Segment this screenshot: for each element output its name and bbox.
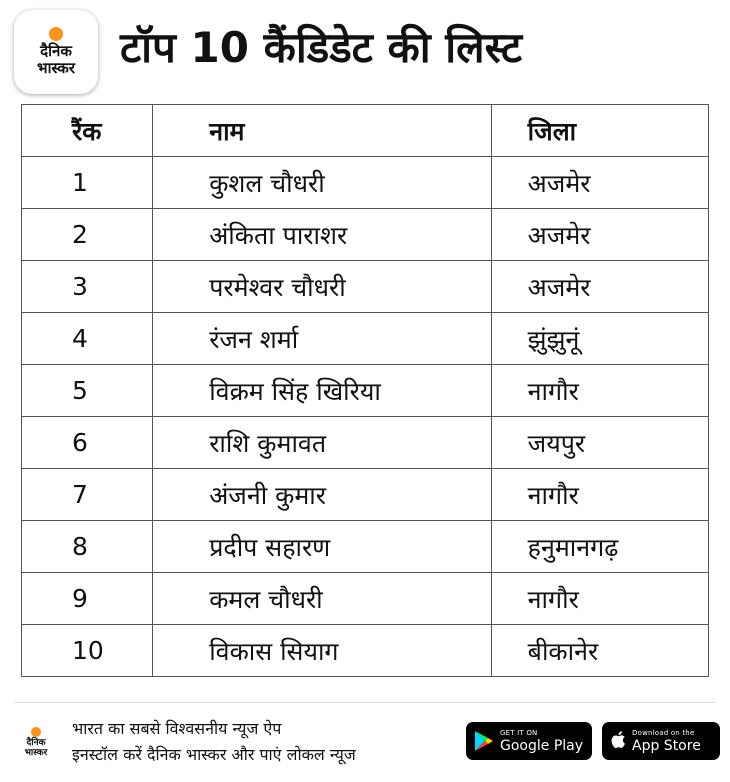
app-store-big: App Store [632,737,701,754]
logo-line2: भास्कर [37,59,75,77]
district-cell: अजमेर [491,209,708,261]
district-cell: हनुमानगढ़ [491,521,708,573]
name-cell: कमल चौधरी [153,573,491,625]
footer-logo-line1: दैनिक [26,737,46,748]
name-cell: विकास सियाग [153,625,491,677]
name-cell: कुशल चौधरी [153,157,491,209]
app-store-badge[interactable] [602,722,720,760]
header-district: जिला [491,105,708,157]
footer-divider [14,702,716,703]
table-row [22,417,709,469]
district-cell: झुंझुनूं [491,313,708,365]
table-row [22,261,709,313]
rank-cell: 3 [22,261,153,313]
rank-cell: 6 [22,417,153,469]
name-cell: परमेश्वर चौधरी [153,261,491,313]
rank-cell: 4 [22,313,153,365]
rank-cell: 1 [22,157,153,209]
name-cell: विक्रम सिंह खिरिया [153,365,491,417]
candidate-table [21,104,709,677]
name-cell: प्रदीप सहारण [153,521,491,573]
rank-cell: 9 [22,573,153,625]
name-cell: राशि कुमावत [153,417,491,469]
district-cell: नागौर [491,469,708,521]
page-title: टॉप 10 कैंडिडेट की लिस्ट [120,23,523,72]
apple-icon [610,730,626,752]
sun-icon [31,727,41,737]
footer-tagline [72,716,356,768]
rank-cell: 2 [22,209,153,261]
table-row [22,313,709,365]
app-store-small: Download on the [632,728,695,737]
table-row [22,209,709,261]
tagline-line1: भारत का सबसे विश्वसनीय न्यूज ऐप [72,719,282,738]
district-cell: नागौर [491,573,708,625]
google-play-small: GET IT ON [500,728,538,737]
google-play-badge[interactable] [466,722,592,760]
header-rank: रैंक [22,105,153,157]
table-row [22,521,709,573]
table-row [22,625,709,677]
table-header-row [22,105,709,157]
google-play-big: Google Play [500,737,584,754]
dainik-bhaskar-logo [14,10,98,94]
table-row [22,365,709,417]
google-play-icon [474,730,494,752]
district-cell: नागौर [491,365,708,417]
rank-cell: 7 [22,469,153,521]
district-cell: बीकानेर [491,625,708,677]
footer-logo-line2: भास्कर [24,747,48,758]
name-cell: अंजनी कुमार [153,469,491,521]
table-row [22,157,709,209]
rank-cell: 5 [22,365,153,417]
district-cell: अजमेर [491,261,708,313]
district-cell: जयपुर [491,417,708,469]
rank-cell: 8 [22,521,153,573]
logo-line1: दैनिक [40,42,72,60]
table-row [22,573,709,625]
footer-logo [14,715,58,769]
table-row [22,469,709,521]
header-name: नाम [153,105,491,157]
name-cell: अंकिता पाराशर [153,209,491,261]
name-cell: रंजन शर्मा [153,313,491,365]
sun-icon [49,27,63,41]
tagline-line2: इनस्टॉल करें दैनिक भास्कर और पाएं लोकल न्यूज [72,745,356,764]
rank-cell: 10 [22,625,153,677]
district-cell: अजमेर [491,157,708,209]
